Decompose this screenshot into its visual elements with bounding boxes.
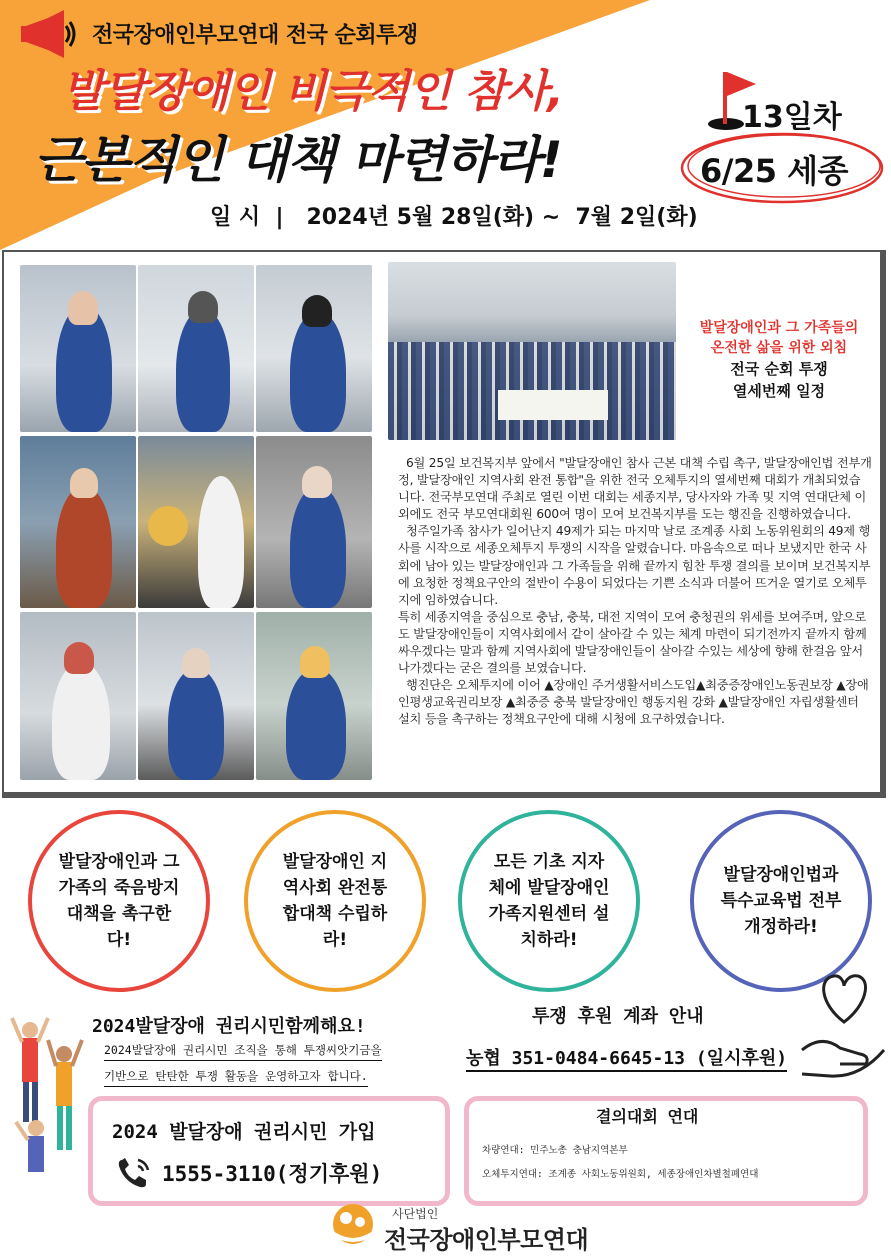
megaphone-icon [20,8,82,60]
callout-line-1: 발달장애인과 그 가족들의 [699,320,859,336]
photo-monk-speaker [20,436,136,608]
headline-line-2: 근본적인 대책 마련하라! [34,131,562,189]
event-report-article [398,455,872,729]
headline-line-1: 발달장애인 비극적인 참사, [62,66,563,117]
date-and-location: 6/25 세종 [700,152,848,190]
day-count-label: 13일차 [742,100,842,135]
photo-group-rally [388,262,676,440]
pledge-vehicle-solidarity: 차량연대: 민주노총 충남지역본부 [482,1145,628,1156]
photo-speaker-4 [256,436,372,608]
phone-icon [116,1156,154,1190]
article-paragraph: 6월 25일 보건복지부 앞에서 "발달장애인 참사 근본 대책 수립 촉구, 발달장애인법 전부개정, 발달장애인 지역사회 완전 통합"을 위한 전국 오체투지의 열세번째 대회가 개최되었습니다. 전국부모연대 주최로 열린 이번 대회는 세종지부, 당사자와 가족 및 지역 연대단체 이외에도 전국 부모연대회원 600여 명이 모여 보건복지부를 도는 행진을 진행하였습니다. [398,456,872,522]
callout-line-2: 온전한 삶을 위한 외침 [710,340,848,356]
photo-memorial-altar [138,436,254,608]
organization-type-label: 사단법인 [392,1207,439,1221]
pledge-march-solidarity: 오체투지연대: 조계종 사회노동위원회, 세종장애인차별철폐연대 [482,1169,759,1180]
cheering-people-illustration [8,1010,88,1190]
article-paragraph: 청주일가족 참사가 일어난지 49제가 되는 마지막 날로 조계종 사회 노동위원회의 49제 행사를 시작으로 세종오체투지 투쟁의 시작을 알렸습니다. 마음속으로 떠나 보냈지만 한국 사회에 남아 있는 발달장애인과 그 가족들을 위해 끝까지 힘찬 투쟁 결의를 보이며 보건복지부에 요청한 정책요구안의 절반이 수용이 되었다는 기쁜 소식과 더불어 뜨거운 열기로 오체투지에 임하였습니다. [398,524,871,607]
article-paragraph: 특히 세종지역을 중심으로 충남, 충북, 대전 지역이 모여 충청권의 위세를 보여주며, 앞으로도 발달장애인들이 지역사회에서 같이 살아갈 수 있는 체계 마련이 되기전까지 끝까지 함께 싸우겠다는 말과 함께 지역사회에 발달장애인들이 살아갈 수있는 세상에 향해 한걸음 앞서나가겠다는 굳은 결의를 보였습니다. [398,609,867,676]
pledge-solidarity-title: 결의대회 연대 [596,1107,699,1126]
event-period: 일 시 | 2024년 5월 28일(화) ~ 7월 2일(화) [210,205,698,230]
demand-text: 발달장애인법과 특수교육법 전부 개정하라! [720,865,842,937]
heart-hands-icon [800,964,886,1090]
membership-join-title: 2024 발달장애 권리시민 가입 [112,1121,376,1143]
demand-text: 발달장애인 지역사회 완전통합대책 수립하라! [282,852,388,950]
organization-logo-icon [326,1200,380,1248]
article-paragraph: 행진단은 오체투지에 이어 ▲장애인 주거생활서비스도입▲최중증장애인노동권보장 ▲장애인평생교육권리보장 ▲최중증 충북 발달장애인 행동지원 강화 ▲발달장애인 자립생활센터 설치 등을 촉구하는 정책요구안에 대해 시청에 요구하였습니다. [398,678,869,727]
demand-circle-3 [458,810,640,992]
donation-account-heading: 투쟁 후원 계좌 안내 [532,1006,704,1027]
demand-circle-1 [28,810,210,992]
demand-circle-2 [244,810,426,992]
callout-line-3: 전국 순회 투쟁 [730,360,828,378]
photo-speaker-6 [256,612,372,780]
photo-speaker-3 [256,265,372,432]
donation-account-number[interactable]: 농협 351-0484-6645-13 (일시후원) [466,1044,787,1072]
membership-phone-number[interactable]: 1555-3110(정기후원) [162,1162,383,1186]
demand-text: 발달장애인과 그 가족의 죽음방지대책을 촉구한다! [58,852,180,950]
organization-campaign-line: 전국장애인부모연대 전국 순회투쟁 [92,23,418,48]
membership-heading: 2024발달장애 권리시민함께해요! [92,1016,366,1037]
demand-text: 모든 기초 지자체에 발달장애인 가족지원센터 설치하라! [488,852,610,950]
photo-wheelchair-participant [138,612,254,780]
callout-line-4: 열세번째 일정 [732,382,826,400]
photo-speaker-2 [138,265,254,432]
photo-speaker-1 [20,265,136,432]
membership-description-line-2: 기반으로 탄탄한 투쟁 활동을 운영하고자 합니다. [104,1068,368,1087]
event-callout [676,318,882,402]
photo-speaker-5 [20,612,136,780]
membership-description-line-1: 2024발달장애 권리시민 조직을 통해 투쟁씨앗기금을 [104,1042,382,1061]
organization-name: 전국장애인부모연대 [384,1226,589,1254]
